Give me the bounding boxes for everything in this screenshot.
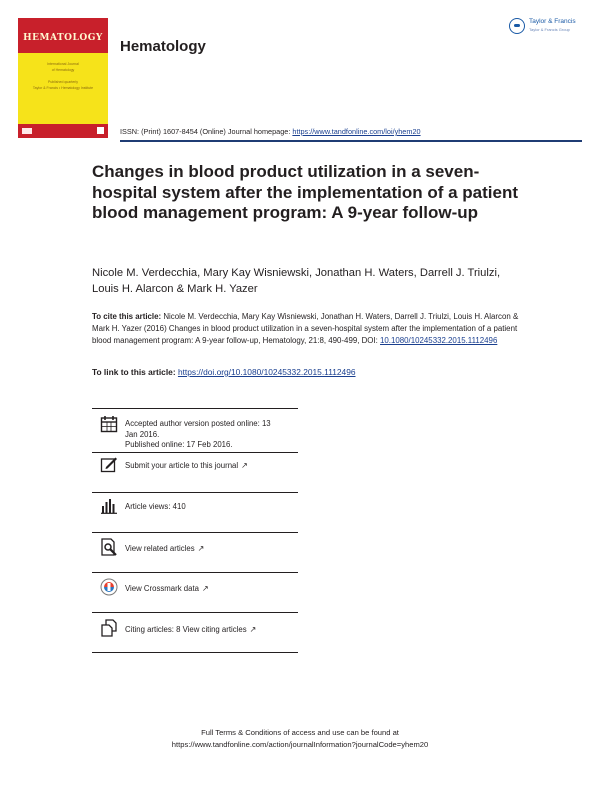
article-title: Changes in blood product utilization in a seven-hospital system after the implementation of a patient blood management program: A 9-year follow-up xyxy=(92,162,519,222)
cover-badge xyxy=(97,127,104,134)
citing-articles-icon xyxy=(100,619,118,637)
info-box-divider xyxy=(92,452,298,453)
citing-articles-link[interactable] xyxy=(125,625,300,636)
info-box-divider xyxy=(92,572,298,573)
info-box-top-rule xyxy=(92,408,298,409)
info-box-divider xyxy=(92,612,298,613)
crossmark-link[interactable] xyxy=(125,584,300,595)
article-link-line xyxy=(92,367,522,377)
cover-subtitle: of Hematology xyxy=(51,68,75,72)
external-link-icon: ↗ xyxy=(241,461,248,470)
published-date: Published online: 17 Feb 2016. xyxy=(125,440,233,449)
info-box-divider xyxy=(92,492,298,493)
external-link-icon: ↗ xyxy=(201,584,209,593)
journal-cover xyxy=(18,18,108,138)
related-articles-link[interactable] xyxy=(125,544,300,555)
citation-block xyxy=(92,311,522,348)
search-document-icon xyxy=(100,538,118,556)
terms-footer xyxy=(0,727,600,751)
submit-article-label: Submit your article to this journal xyxy=(125,461,239,470)
publication-dates xyxy=(125,419,300,451)
external-link-icon: ↗ xyxy=(197,544,205,553)
citing-articles-label: Citing articles: 8 View citing articles xyxy=(125,625,247,634)
cover-subtitle: International Journal xyxy=(47,62,79,66)
issn-line xyxy=(120,127,421,136)
issn-text: ISSN: (Print) 1607-8454 (Online) Journal homepage: xyxy=(120,127,293,136)
link-label: To link to this article: xyxy=(92,367,178,377)
accepted-date: Accepted author version posted online: 13 xyxy=(125,419,271,428)
submit-article-link[interactable] xyxy=(125,461,300,472)
cover-footer-band xyxy=(18,124,108,138)
cover-subtitle: Published quarterly xyxy=(48,80,78,84)
publisher-logo[interactable] xyxy=(509,16,591,38)
article-views: Article views: 410 xyxy=(125,502,186,511)
crossmark-icon xyxy=(100,578,118,596)
bar-chart-icon xyxy=(100,497,118,515)
citation-doi-link[interactable]: 10.1080/10245332.2015.1112496 xyxy=(380,336,498,346)
publisher-logo-icon xyxy=(509,18,525,34)
cover-subtitle: Taylor & Francis • Hematology Institute xyxy=(32,86,94,90)
terms-url[interactable]: https://www.tandfonline.com/action/journalInformation?journalCode=yhem20 xyxy=(171,740,429,749)
header-divider xyxy=(120,140,582,142)
edit-icon xyxy=(100,456,118,474)
accepted-date-cont: Jan 2016. xyxy=(125,429,160,439)
citation-text: Nicole M. Verdecchia, Mary Kay Wisniewski, Jonathan H. Waters, Darrell J. Triulzi, Louis H. Alarcon & Mark H. Yazer (2016) Changes in blood product utilization in a seven-hospital system after the implementation of a patient blood management program: A 9-year follow-up, Hematology, 21:8, 490-499, DOI: xyxy=(92,312,519,346)
publisher-tagline: Taylor & Francis Group xyxy=(529,27,570,32)
citation-label: To cite this article: xyxy=(92,312,164,321)
info-box-bottom-rule xyxy=(92,652,298,653)
crossmark-label: View Crossmark data xyxy=(125,584,199,593)
info-box-divider xyxy=(92,532,298,533)
article-doi-link[interactable]: https://doi.org/10.1080/10245332.2015.1112496 xyxy=(177,367,356,377)
article-authors: Nicole M. Verdecchia, Mary Kay Wisniewski, Jonathan H. Waters, Darrell J. Triulzi, Louis H. Alarcon & Mark H. Yazer xyxy=(92,267,501,295)
related-articles-label: View related articles xyxy=(125,544,195,553)
cover-title: HEMATOLOGY xyxy=(23,33,103,43)
cover-publisher-logo xyxy=(22,128,32,134)
terms-line: Full Terms & Conditions of access and use can be found at xyxy=(201,728,399,737)
journal-name: Hematology xyxy=(120,38,206,55)
external-link-icon: ↗ xyxy=(249,625,257,634)
journal-homepage-link[interactable]: https://www.tandfonline.com/loi/yhem20 xyxy=(292,127,421,136)
calendar-icon xyxy=(100,415,118,433)
publisher-name: Taylor & Francis xyxy=(529,18,576,25)
